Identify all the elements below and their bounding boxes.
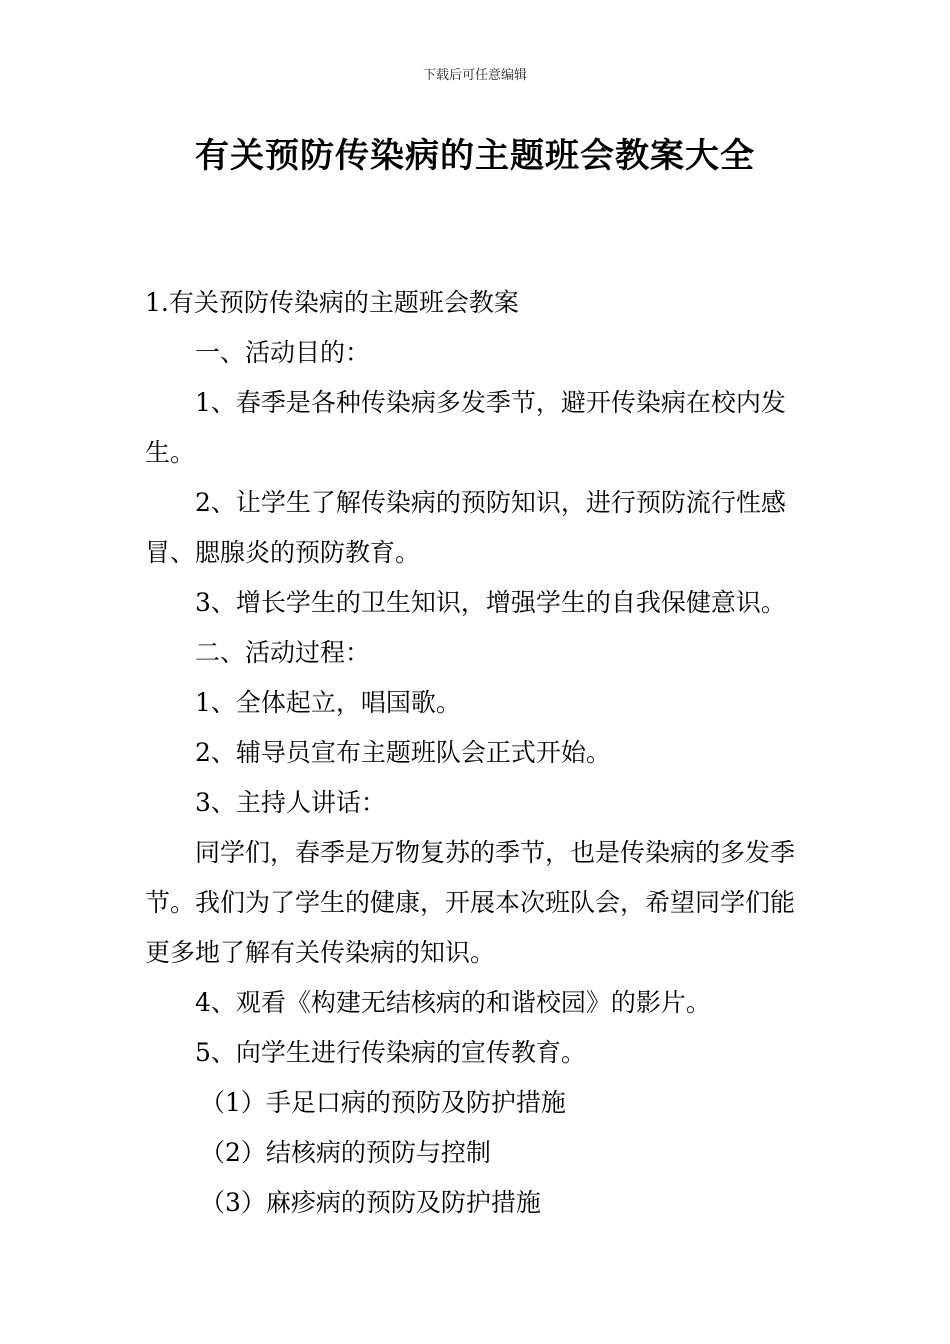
header-note: 下载后可任意编辑 xyxy=(422,68,527,83)
document-body xyxy=(145,278,810,1228)
paragraph-activity-process: 二、活动过程： xyxy=(195,638,371,667)
sub-item-3: （3）麻疹病的预防及防护措施 xyxy=(200,1188,541,1217)
paragraph-goal-1: 1、春季是各种传染病多发季节，避开传染病在校内发生。 xyxy=(145,388,786,467)
paragraph-step-1: 1、全体起立，唱国歌。 xyxy=(195,688,461,717)
document-title: 有关预防传染病的主题班会教案大全 xyxy=(195,136,755,176)
paragraph-host-speech: 同学们，春季是万物复苏的季节，也是传染病的多发季节。我们为了学生的健康，开展本次班队会，希望同学们能更多地了解有关传染病的知识。 xyxy=(145,838,796,967)
paragraph-step-3: 3、主持人讲话： xyxy=(195,788,386,817)
section-heading: 1.有关预防传染病的主题班会教案 xyxy=(145,288,519,317)
sub-item-1: （1）手足口病的预防及防护措施 xyxy=(200,1088,566,1117)
paragraph-goal-3: 3、增长学生的卫生知识，增强学生的自我保健意识。 xyxy=(195,588,786,617)
paragraph-step-5: 5、向学生进行传染病的宣传教育。 xyxy=(195,1038,586,1067)
paragraph-goal-2: 2、让学生了解传染病的预防知识，进行预防流行性感冒、腮腺炎的预防教育。 xyxy=(145,488,786,567)
sub-item-2: （2）结核病的预防与控制 xyxy=(200,1138,491,1167)
paragraph-step-2: 2、辅导员宣布主题班队会正式开始。 xyxy=(195,738,611,767)
paragraph-step-4: 4、观看《构建无结核病的和谐校园》的影片。 xyxy=(195,988,711,1017)
paragraph-activity-goal: 一、活动目的： xyxy=(195,338,371,367)
